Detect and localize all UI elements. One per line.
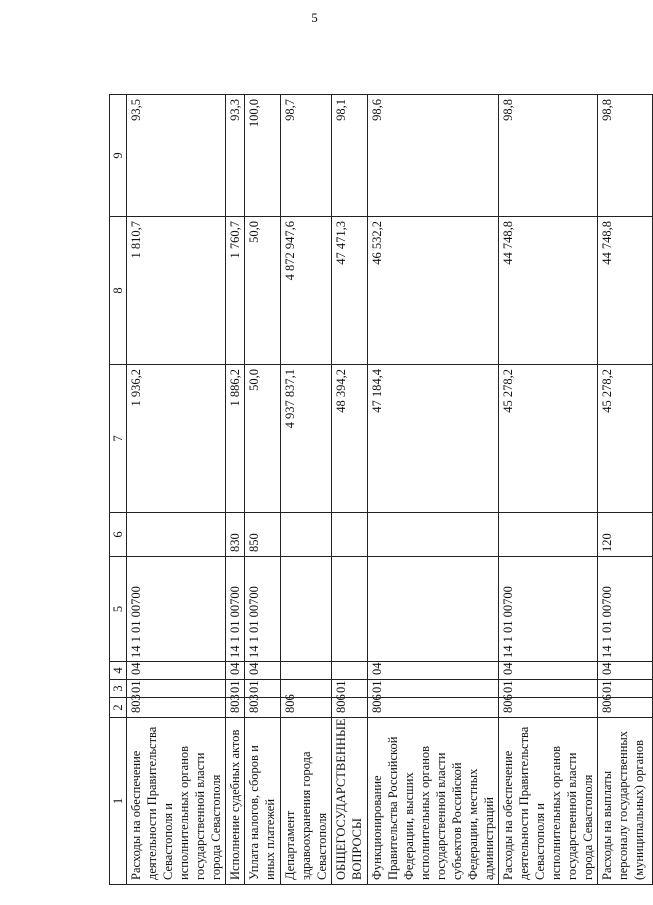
cell-c2: 803	[245, 698, 281, 718]
cell-c3: 01	[598, 680, 653, 698]
cell-c4: 04	[499, 662, 598, 680]
header-cell: 4	[110, 662, 127, 680]
table-row	[226, 95, 245, 885]
budget-table	[109, 94, 653, 885]
cell-c5: 14 1 01 00700	[499, 557, 598, 662]
cell-c6: 120	[598, 513, 653, 557]
cell-c2: 806	[281, 698, 332, 718]
cell-c4: 04	[598, 662, 653, 680]
cell-c5	[368, 557, 499, 662]
table-row	[127, 95, 226, 885]
cell-c8: 4 872 947,6	[281, 217, 332, 365]
cell-c7: 47 184,4	[368, 365, 499, 513]
cell-c9: 98,8	[499, 95, 598, 217]
cell-c9: 93,5	[127, 95, 226, 217]
rotated-table-container	[109, 95, 646, 885]
cell-c6	[332, 513, 368, 557]
cell-c7: 50,0	[245, 365, 281, 513]
cell-c6	[368, 513, 499, 557]
header-cell: 6	[110, 513, 127, 557]
table-row	[499, 95, 598, 885]
cell-c4	[281, 662, 332, 680]
row-name: Департамент здравоохранения города Севастополя	[281, 718, 332, 885]
table-row	[332, 95, 368, 885]
cell-c6: 830	[226, 513, 245, 557]
cell-c4	[332, 662, 368, 680]
cell-c5: 14 1 01 00700	[226, 557, 245, 662]
cell-c8: 1 760,7	[226, 217, 245, 365]
cell-c9: 98,7	[281, 95, 332, 217]
row-name: Расходы на выплаты персоналу государственных (муниципальных) органов	[598, 718, 653, 885]
cell-c7: 1 936,2	[127, 365, 226, 513]
cell-c9: 98,8	[598, 95, 653, 217]
row-name: Расходы на обеспечение деятельности Правительства Севастополя и исполнительных органов государственной власти города Севастополя	[499, 718, 598, 885]
cell-c8: 44 748,8	[598, 217, 653, 365]
header-cell: 8	[110, 217, 127, 365]
table-row	[598, 95, 653, 885]
table-row	[245, 95, 281, 885]
header-cell: 5	[110, 557, 127, 662]
table-row	[368, 95, 499, 885]
cell-c9: 93,3	[226, 95, 245, 217]
cell-c2: 806	[332, 698, 368, 718]
cell-c3: 01	[245, 680, 281, 698]
cell-c3: 01	[226, 680, 245, 698]
cell-c2: 806	[499, 698, 598, 718]
header-cell: 2	[110, 698, 127, 718]
cell-c4: 04	[245, 662, 281, 680]
cell-c7: 4 937 837,1	[281, 365, 332, 513]
row-name: Уплата налогов, сборов и иных платежей	[245, 718, 281, 885]
cell-c5: 14 1 01 00700	[245, 557, 281, 662]
cell-c4: 04	[226, 662, 245, 680]
cell-c8: 1 810,7	[127, 217, 226, 365]
row-name: ОБЩЕГОСУДАРСТВЕННЫЕ ВОПРОСЫ	[332, 718, 368, 885]
row-name: Исполнение судебных актов	[226, 718, 245, 885]
cell-c7: 48 394,2	[332, 365, 368, 513]
cell-c5: 14 1 01 00700	[127, 557, 226, 662]
header-cell: 1	[110, 718, 127, 885]
cell-c6	[127, 513, 226, 557]
row-name: Функционирование Правительства Российской Федерации, высших исполнительных органов государственной власти субъектов Российской Федерации, местных администраций	[368, 718, 499, 885]
cell-c9: 98,1	[332, 95, 368, 217]
cell-c5	[281, 557, 332, 662]
cell-c7: 1 886,2	[226, 365, 245, 513]
cell-c4: 04	[127, 662, 226, 680]
cell-c7: 45 278,2	[499, 365, 598, 513]
cell-c3: 01	[499, 680, 598, 698]
page-number: 5	[311, 10, 318, 25]
cell-c3: 01	[368, 680, 499, 698]
cell-c2: 806	[368, 698, 499, 718]
cell-c2: 806	[598, 698, 653, 718]
cell-c8: 50,0	[245, 217, 281, 365]
cell-c6: 850	[245, 513, 281, 557]
row-name: Расходы на обеспечение деятельности Правительства Севастополя и исполнительных органов государственной власти города Севастополя	[127, 718, 226, 885]
header-cell: 7	[110, 365, 127, 513]
cell-c5	[332, 557, 368, 662]
cell-c2: 803	[226, 698, 245, 718]
header-row	[110, 95, 127, 885]
cell-c3: 01	[332, 680, 368, 698]
cell-c4: 04	[368, 662, 499, 680]
cell-c8: 47 471,3	[332, 217, 368, 365]
cell-c3: 01	[127, 680, 226, 698]
cell-c5: 14 1 01 00700	[598, 557, 653, 662]
cell-c7: 45 278,2	[598, 365, 653, 513]
cell-c2: 803	[127, 698, 226, 718]
cell-c8: 44 748,8	[499, 217, 598, 365]
header-cell: 3	[110, 680, 127, 698]
cell-c9: 100,0	[245, 95, 281, 217]
header-cell: 9	[110, 95, 127, 217]
cell-c9: 98,6	[368, 95, 499, 217]
table-row	[281, 95, 332, 885]
cell-c6	[281, 513, 332, 557]
cell-c6	[499, 513, 598, 557]
cell-c8: 46 532,2	[368, 217, 499, 365]
